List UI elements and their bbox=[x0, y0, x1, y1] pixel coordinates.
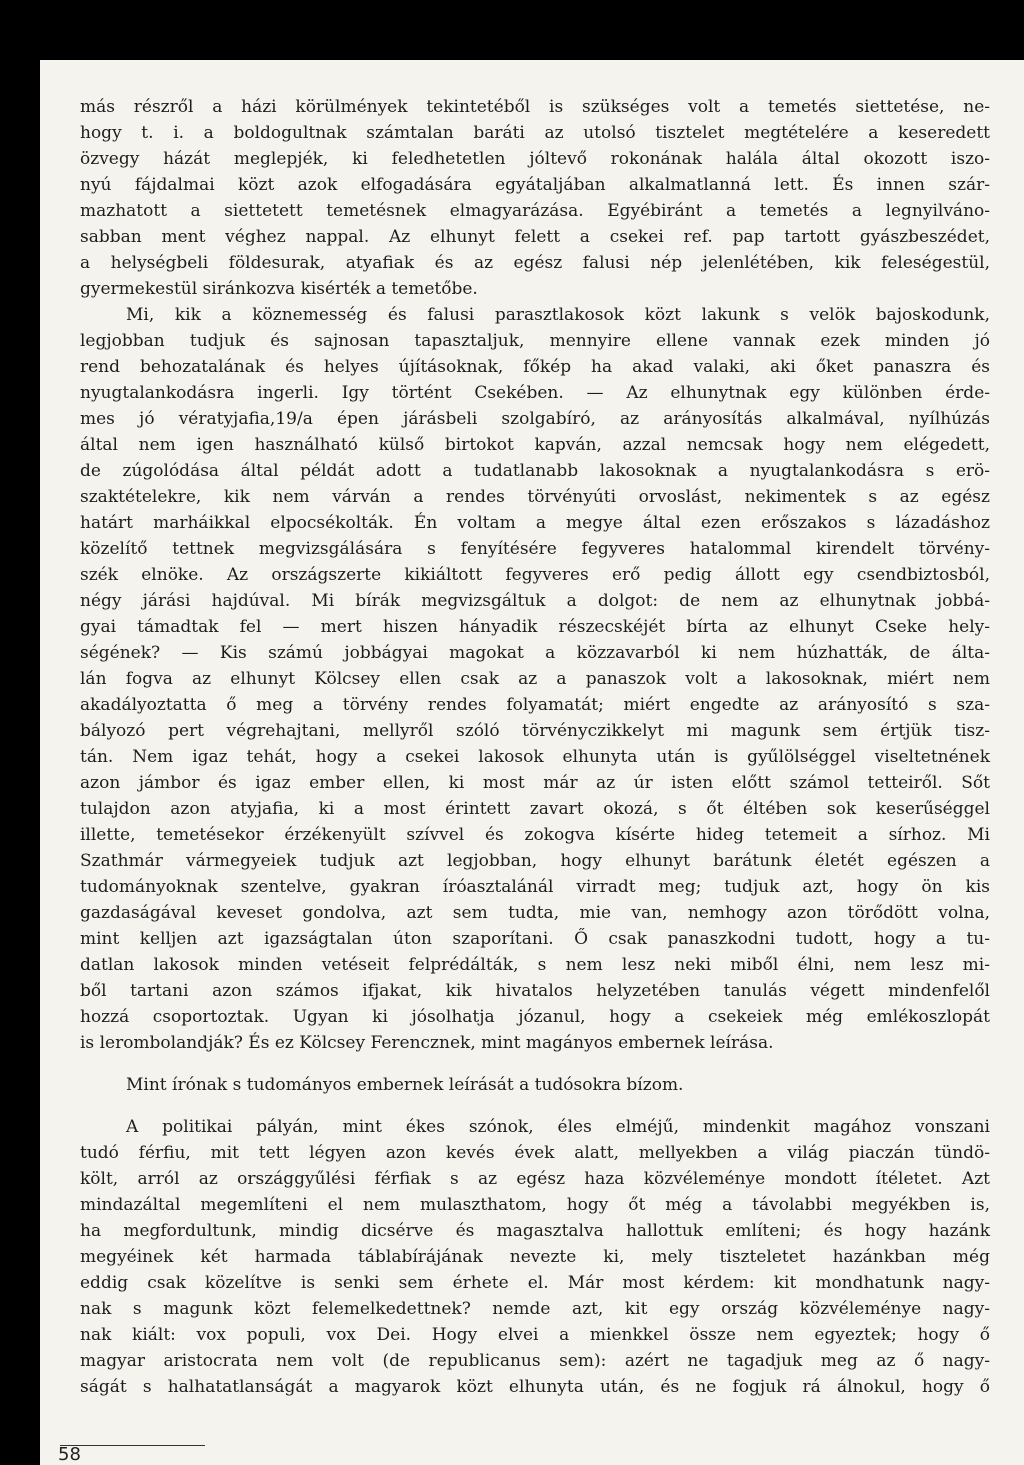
text-line: tán. Nem igaz tehát, hogy a csekei lakosok elhunyta után is gyűlölséggel viseltetnének bbox=[80, 747, 990, 767]
text-line: Mint írónak s tudományos embernek leírását a tudósokra bízom. bbox=[126, 1075, 684, 1095]
page-number: 58 bbox=[58, 1444, 81, 1465]
text-line: nyugtalankodásra ingerli. Igy történt Csekében. — Az elhunytnak egy különben érde- bbox=[80, 383, 990, 403]
text-line: gyai támadtak fel — mert hiszen hányadik részecskéjét bírta az elhunyt Cseke hely- bbox=[80, 617, 990, 637]
text-line: ha megfordultunk, mindig dicsérve és magasztalva hallottuk említeni; és hogy hazánk bbox=[80, 1221, 990, 1241]
text-line: hozzá csoportoztak. Ugyan ki jósolhatja józanul, hogy a csekeiek még emlékoszlopát bbox=[80, 1007, 990, 1027]
text-line: tudó férfiu, mit tett légyen azon kevés évek alatt, mellyekben a világ piaczán tündö- bbox=[80, 1143, 990, 1163]
text-line: legjobban tudjuk és sajnosan tapasztaljuk, mennyire ellene vannak ezek minden jó bbox=[80, 331, 990, 351]
text-line: nak kiált: vox populi, vox Dei. Hogy elvei a mienkkel össze nem egyeztek; hogy ő bbox=[80, 1325, 990, 1345]
text-line: lán fogva az elhunyt Kölcsey ellen csak az a panaszok volt a lakosoknak, miért nem bbox=[80, 669, 990, 689]
text-line: akadályoztatta ő meg a törvény rendes folyamatát; miért engedte az arányosító s sza- bbox=[80, 695, 990, 715]
text-line: Mi, kik a köznemesség és falusi parasztlakosok közt lakunk s velök bajoskodunk, bbox=[126, 305, 990, 325]
text-line: ségének? — Kis számú jobbágyai magokat a közzavarból ki nem húzhatták, de álta- bbox=[80, 643, 990, 663]
text-line: megyéinek két harmada táblabírájának nevezte ki, mely tiszteletet hazánkban még bbox=[80, 1247, 990, 1267]
text-line: gyermekestül siránkozva kisérték a temetőbe. bbox=[80, 279, 478, 299]
text-line: nak s magunk közt felemelkedettnek? nemde azt, kit egy ország közvéleménye nagy- bbox=[80, 1299, 990, 1319]
text-line: négy járási hajdúval. Mi bírák megvizsgáltuk a dolgot: de nem az elhunytnak jobbá- bbox=[80, 591, 990, 611]
text-line: is lerombolandják? És ez Kölcsey Ferencznek, mint magányos embernek leírása. bbox=[80, 1033, 774, 1053]
text-line: de zúgolódása által példát adott a tudatlanabb lakosoknak a nyugtalankodásra s erö- bbox=[80, 461, 990, 481]
text-line: ből tartani azon számos ifjakat, kik hivatalos helyzetében tanulás végett mindenfelől bbox=[80, 981, 990, 1001]
text-line: magyar aristocrata nem volt (de republicanus sem): azért ne tagadjuk meg az ő nagy- bbox=[80, 1351, 990, 1371]
text-line: más részről a házi körülmények tekintetéből is szükséges volt a temetés siettetése, ne- bbox=[80, 97, 990, 117]
text-line: szék elnöke. Az országszerte kikiáltott fegyveres erő pedig állott egy csendbiztosból, bbox=[80, 565, 990, 585]
text-line: mindazáltal megemlíteni el nem mulaszthatom, hogy őt még a távolabbi megyékben is, bbox=[80, 1195, 990, 1215]
text-line: a helységbeli földesurak, atyafiak és az egész falusi nép jelenlétében, kik feleségestül, bbox=[80, 253, 990, 273]
text-line: Szathmár vármegyeiek tudjuk azt legjobban, hogy elhunyt barátunk életét egészen a bbox=[80, 851, 990, 871]
text-line: közelítő tettnek megvizsgálására s fenyítésére fegyveres hatalommal kirendelt törvény- bbox=[80, 539, 990, 559]
text-line: által nem igen használható külső birtokot kapván, azzal nemcsak hogy nem elégedett, bbox=[80, 435, 990, 455]
text-line: özvegy házát meglepjék, ki feledhetetlen jóltevő rokonának halála által okozott iszo- bbox=[80, 149, 990, 169]
text-line: sabban ment véghez nappal. Az elhunyt felett a csekei ref. pap tartott gyászbeszédet, bbox=[80, 227, 990, 247]
text-line: bályozó pert végrehajtani, mellyről szóló törvényczikkelyt mi magunk sem értjük tisz- bbox=[80, 721, 990, 741]
text-line: mint kelljen azt igazságtalan úton szaporítani. Ő csak panaszkodni tudott, hogy a tu- bbox=[80, 929, 990, 949]
book-page bbox=[40, 60, 1024, 1465]
text-line: költ, arról az országgyűlési férfiak s az egész haza közvéleménye mondott ítéletet. Azt bbox=[80, 1169, 990, 1189]
text-line: határt marháikkal elpocsékolták. Én voltam a megye által ezen erőszakos s lázadáshoz bbox=[80, 513, 990, 533]
text-line: illette, temetésekor érzékenyült szívvel és zokogva kísérte hideg tetemeit a sírhoz. Mi bbox=[80, 825, 990, 845]
text-line: gazdaságával keveset gondolva, azt sem tudta, mie van, nemhogy azon törődött volna, bbox=[80, 903, 990, 923]
text-line: hogy t. i. a boldogultnak számtalan baráti az utolsó tisztelet megtételére a keseredett bbox=[80, 123, 990, 143]
text-line: ságát s halhatatlanságát a magyarok közt elhunyta után, és ne fogjuk rá álnokul, hogy ő bbox=[80, 1377, 990, 1397]
text-line: tulajdon azon atyjafia, ki a most érintett zavart okozá, s őt éltében sok keserűséggel bbox=[80, 799, 990, 819]
text-line: szaktételekre, kik nem várván a rendes törvényúti orvoslást, nekimentek s az egész bbox=[80, 487, 990, 507]
text-line: nyú fájdalmai közt azok elfogadására egyátaljában alkalmatlanná lett. És innen szár- bbox=[80, 175, 990, 195]
text-line: azon jámbor és igaz ember ellen, ki most már az úr isten előtt számol tetteiről. Sőt bbox=[80, 773, 990, 793]
text-line: mes jó vératyjafia,19/a épen járásbeli szolgabíró, az arányosítás alkalmával, nyílhúzás bbox=[80, 409, 990, 429]
text-line: A politikai pályán, mint ékes szónok, éles elméjű, mindenkit magához vonszani bbox=[126, 1117, 990, 1137]
text-line: tudományoknak szentelve, gyakran íróasztalánál virradt meg; tudjuk azt, hogy ön kis bbox=[80, 877, 990, 897]
text-line: rend behozatalának és helyes újításoknak, főkép ha akad valaki, aki őket panaszra és bbox=[80, 357, 990, 377]
text-line: eddig csak közelítve is senki sem érhete el. Már most kérdem: kit mondhatunk nagy- bbox=[80, 1273, 990, 1293]
text-line: mazhatott a siettetett temetésnek elmagyarázása. Egyébiránt a temetés a legnyilváno- bbox=[80, 201, 990, 221]
text-line: datlan lakosok minden vetéseit felprédálták, s nem lesz neki miből élni, nem lesz mi- bbox=[80, 955, 990, 975]
body-text bbox=[80, 94, 990, 1400]
footnote-divider bbox=[60, 1445, 205, 1446]
